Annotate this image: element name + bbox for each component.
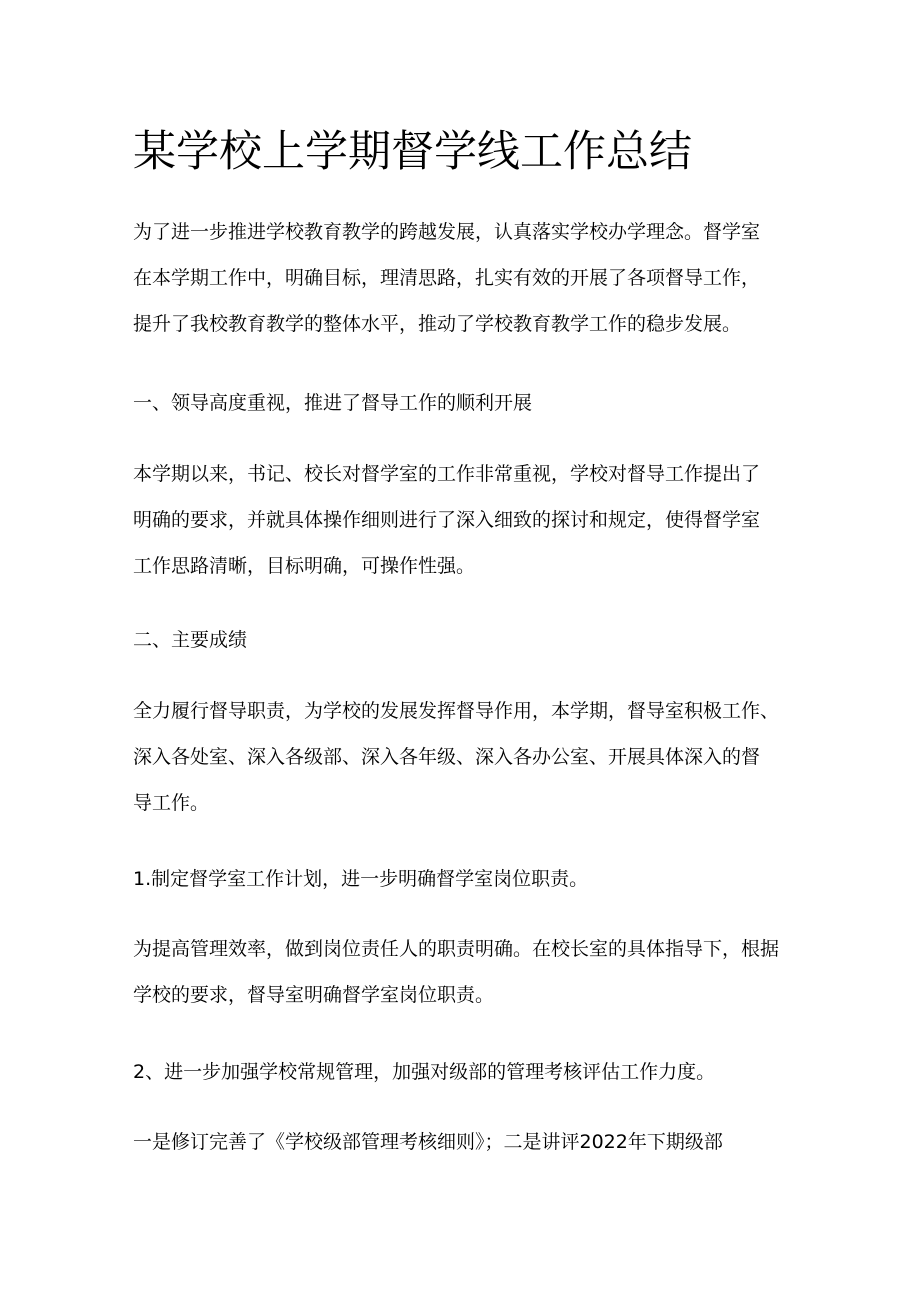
paragraph-line: 导工作。 xyxy=(133,792,210,814)
paragraph-line: 明确的要求，并就具体操作细则进行了深入细致的探讨和规定，使得督学室 xyxy=(133,509,761,531)
intro-paragraph xyxy=(133,209,793,347)
heading-text: 二、主要成绩 xyxy=(133,629,248,651)
paragraph-line: 深入各处室、深入各级部、深入各年级、深入各办公室、开展具体深入的督 xyxy=(133,746,761,768)
heading-text: 1.制定督学室工作计划，进一步明确督学室岗位职责。 xyxy=(133,868,589,890)
item-2-heading xyxy=(133,1049,793,1095)
section-2-heading xyxy=(133,617,793,663)
heading-text: 2、进一步加强学校常规管理，加强对级部的管理考核评估工作力度。 xyxy=(133,1061,716,1083)
section-1-paragraph xyxy=(133,451,793,589)
document-title: 某学校上学期督学线工作总结 xyxy=(133,127,692,177)
section-2-paragraph xyxy=(133,688,793,826)
paragraph-line: 为了进一步推进学校教育教学的跨越发展，认真落实学校办学理念。督学室 xyxy=(133,221,761,243)
paragraph-line: 全力履行督导职责，为学校的发展发挥督导作用，本学期，督导室积极工作、 xyxy=(133,700,780,722)
paragraph-line: 在本学期工作中，明确目标，理清思路，扎实有效的开展了各项督导工作， xyxy=(133,267,761,289)
paragraph-line: 为提高管理效率，做到岗位责任人的职责明确。在校长室的具体指导下，根据 xyxy=(133,938,780,960)
item-1-paragraph xyxy=(133,926,793,1018)
paragraph-line: 提升了我校教育教学的整体水平，推动了学校教育教学工作的稳步发展。 xyxy=(133,313,742,335)
item-1-heading xyxy=(133,856,793,902)
paragraph-line: 一是修订完善了《学校级部管理考核细则》；二是讲评2022年下期级部 xyxy=(133,1131,723,1153)
heading-text: 一、领导高度重视，推进了督导工作的顺利开展 xyxy=(133,392,533,414)
paragraph-line: 本学期以来，书记、校长对督学室的工作非常重视，学校对督导工作提出了 xyxy=(133,463,761,485)
item-2-paragraph xyxy=(133,1119,793,1165)
section-1-heading xyxy=(133,380,793,426)
paragraph-line: 工作思路清晰，目标明确，可操作性强。 xyxy=(133,555,476,577)
paragraph-line: 学校的要求，督导室明确督学室岗位职责。 xyxy=(133,984,495,1006)
